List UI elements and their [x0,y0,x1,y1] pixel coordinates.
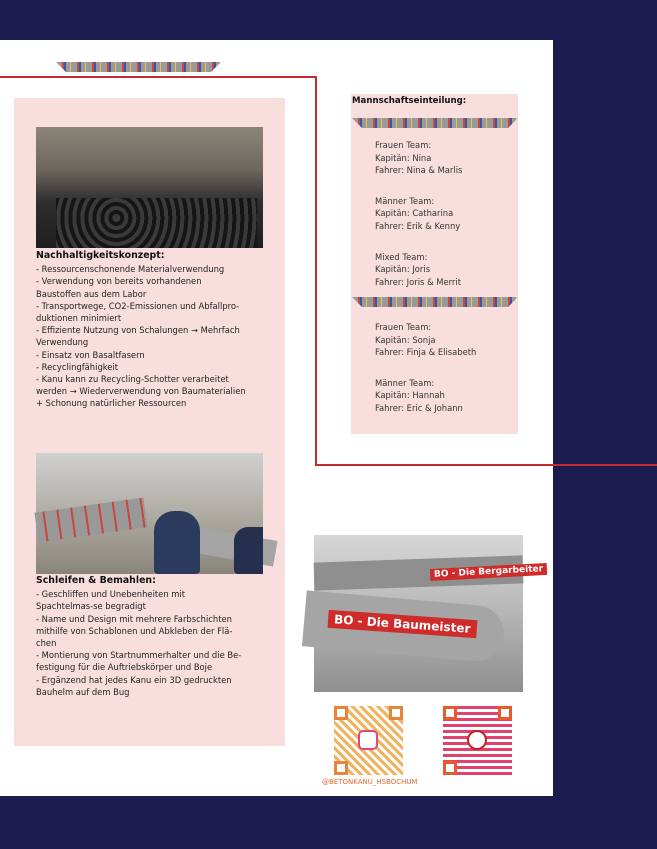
sustainability-line: - Effiziente Nutzung von Schalungen → Mehrfach [36,325,240,336]
sustainability-section [36,250,276,410]
sanding-line: Spachtelmas-se begradigt [36,601,146,612]
team-line: Fahrer: Eric & Johann [375,402,463,413]
sustainability-line: + Schonung natürlicher Ressourcen [36,398,187,409]
qr-finder-icon [443,761,457,775]
photo-recycling-gravel [36,127,263,248]
sanding-line: - Ergänzend hat jedes Kanu ein 3D gedruckten [36,674,232,685]
team-line: Kapitän: Sonja [375,334,436,345]
sanding-line: Bauhelm auf dem Bug [36,686,130,697]
qr-finder-icon [498,706,512,720]
sanding-heading: Schleifen & Bemahlen: [36,575,156,586]
team-line: Männer Team: [375,377,435,388]
sanding-line: - Montierung von Startnummerhalter und die Be- [36,650,242,661]
canoe-name-banner-back: BO - Die Bergarbeiter [430,563,548,581]
decorative-canoe-stripe [352,118,518,128]
sanding-line: chen [36,638,57,649]
website-qr-code[interactable] [443,706,512,775]
sanding-section [36,575,276,698]
red-frame-line-bottom [315,464,657,466]
sustainability-line: Verwendung [36,337,89,348]
team-line: Fahrer: Joris & Merrit [375,276,461,287]
team-group-1 [375,139,462,288]
team-line: Frauen Team: [375,322,432,332]
person-worker [154,511,200,574]
sustainability-line: - Verwendung von bereits vorhandenen [36,276,202,287]
qr-finder-icon [334,761,348,775]
red-frame-line-vertical [315,76,317,466]
sustainability-line: werden → Wiederverwendung von Baumaterialien [36,386,246,397]
sustainability-line: - Einsatz von Basaltfasern [36,349,145,360]
canoe-name-banner-front: BO - Die Baumeister [328,610,477,638]
team-line: Männer Team: [375,195,435,206]
photo-finished-canoes [314,535,544,692]
red-frame-line-top [0,76,317,78]
team-heading: Mannschaftseinteilung: [352,96,467,106]
photo-sanding-canoe [36,453,263,574]
sustainability-line: Baustoffen aus dem Labor [36,288,147,299]
sanding-line: mithilfe von Schablonen und Abkleben der Flä- [36,625,233,636]
team-line: Fahrer: Finja & Elisabeth [375,347,477,358]
person-worker [234,527,263,574]
decorative-canoe-stripe-top [56,62,221,72]
sustainability-line: - Kanu kann zu Recycling-Schotter verarbeitet [36,374,229,385]
sustainability-heading: Nachhaltigkeitskonzept: [36,250,165,261]
qr-finder-icon [443,706,457,720]
decorative-canoe-stripe [352,297,518,307]
sustainability-line: - Ressourcenschonende Materialverwendung [36,264,225,275]
sanding-line: - Name und Design mit mehrere Farbschichten [36,613,232,624]
sustainability-line: - Recyclingfähigkeit [36,361,119,372]
sanding-line: - Geschliffen und Unebenheiten mit [36,589,186,600]
gravel-pile [56,198,257,248]
instagram-icon [358,730,378,750]
sanding-line: festigung für die Auftriebskörper und Boje [36,662,213,673]
sustainability-line: - Transportwege, CO2-Emissionen und Abfallpro- [36,300,240,311]
team-line: Kapitän: Nina [375,152,432,163]
team-line: Kapitän: Catharina [375,208,454,219]
team-line: Mixed Team: [375,251,428,262]
logo-icon [467,730,487,750]
team-group-2 [375,321,476,415]
team-line: Kapitän: Joris [375,264,431,275]
canoe-painted [34,497,147,542]
team-line: Fahrer: Erik & Kenny [375,220,461,231]
team-line: Fahrer: Nina & Marlis [375,165,463,176]
qr-finder-icon [389,706,403,720]
sustainability-line: duktionen minimiert [36,313,122,324]
team-line: Kapitän: Hannah [375,390,445,401]
instagram-handle: @BETONKANU_HSBOCHUM [322,778,418,786]
instagram-qr-code[interactable] [334,706,403,775]
team-line: Frauen Team: [375,140,432,150]
qr-finder-icon [334,706,348,720]
